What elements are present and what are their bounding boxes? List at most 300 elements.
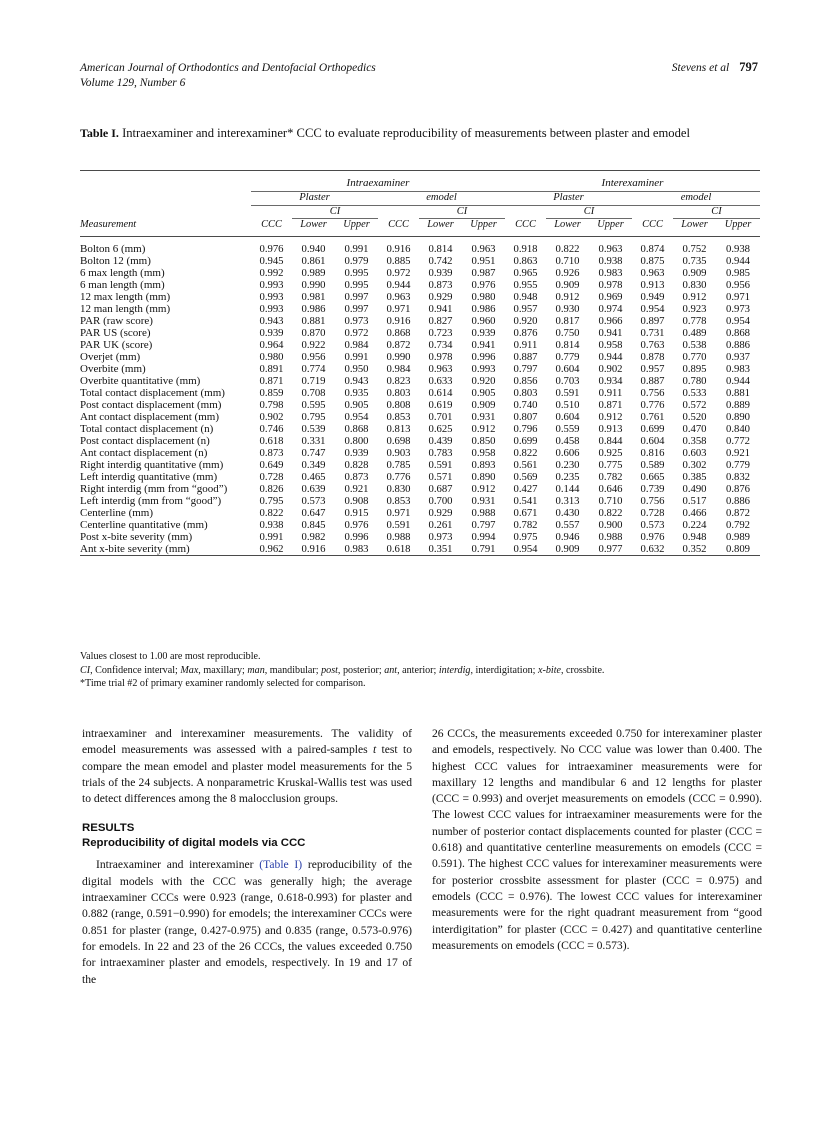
cell-value: 0.703 [555,375,580,387]
measurement-label: 12 max length (mm) [80,291,171,303]
cell-value: 0.897 [640,315,665,327]
subheader-inter-emodel: emodel [632,192,760,206]
cell-value: 0.921 [725,447,751,459]
cell-value: 0.948 [513,291,538,303]
authors-running: Stevens et al [671,62,730,74]
cell-value: 0.979 [344,255,369,267]
cell-value: 0.958 [598,339,623,351]
cell-value: 0.331 [301,435,326,447]
table-row [80,375,760,387]
cell-value: 0.823 [386,375,411,387]
cell-value: 0.978 [598,279,623,291]
cell-value: 0.957 [513,303,538,315]
cell-value: 0.710 [555,255,580,267]
cell-value: 0.803 [513,387,538,399]
column-header-row [80,219,760,234]
cell-value: 0.920 [471,375,496,387]
cell-value: 0.639 [301,483,326,495]
cell-value: 0.954 [344,411,369,423]
abbrev-term: man [247,664,265,676]
table-row [80,303,760,315]
abbrev-term: interdig [438,664,471,676]
cell-value: 0.995 [344,279,369,291]
cell-value: 0.742 [428,255,453,267]
cell-value: 0.939 [259,327,284,339]
cell-value: 0.996 [471,351,496,363]
cell-value: 0.756 [640,495,665,507]
measurement-label: Post x-bite severity (mm) [80,531,193,543]
cell-value: 0.887 [513,351,538,363]
cell-value: 0.972 [386,267,411,279]
cell-value: 0.868 [386,327,411,339]
cell-value: 0.889 [725,399,751,411]
cell-value: 0.991 [344,243,369,255]
cell-value: 0.571 [428,471,453,483]
cell-value: 0.351 [428,543,453,555]
cell-value: 0.863 [513,255,538,267]
cell-value: 0.944 [725,255,751,267]
cell-value: 0.792 [725,519,751,531]
cell-value: 0.797 [513,363,538,375]
measurement-label: Post contact displacement (n) [80,435,210,447]
cell-value: 0.701 [428,411,453,423]
cell-value: 0.912 [471,423,496,435]
cell-value: 0.978 [428,351,453,363]
cell-value: 0.735 [682,255,707,267]
measurement-label: PAR UK (score) [80,339,153,351]
cell-value: 0.987 [471,267,496,279]
cell-value: 0.850 [471,435,496,447]
cell-value: 0.965 [513,267,538,279]
cell-value: 0.770 [682,351,707,363]
cell-value: 0.981 [301,291,326,303]
cell-value: 0.909 [555,279,580,291]
methods-italic-t: t [372,743,377,757]
cell-value: 0.591 [386,519,411,531]
cell-value: 0.975 [513,531,538,543]
cell-value: 0.937 [725,351,751,363]
cell-value: 0.647 [301,507,326,519]
cell-value: 0.261 [428,519,453,531]
cell-value: 0.956 [725,279,751,291]
cell-value: 0.943 [344,375,369,387]
cell-value: 0.719 [301,375,326,387]
cell-value: 0.470 [682,423,707,435]
cell-value: 0.761 [640,411,665,423]
ci-header-row [80,206,760,219]
table-row [80,507,760,519]
cell-value: 0.939 [344,447,369,459]
cell-value: 0.954 [725,315,751,327]
cell-value: 0.973 [344,315,369,327]
cell-value: 0.490 [682,483,707,495]
table-row [80,291,760,303]
cell-value: 0.980 [259,351,284,363]
cell-value: 0.939 [428,267,453,279]
cell-value: 0.619 [428,399,453,411]
cell-value: 0.911 [513,339,538,351]
cell-value: 0.984 [386,363,411,375]
cell-value: 0.699 [513,435,538,447]
table-row [80,363,760,375]
cell-value: 0.840 [725,423,751,435]
cell-value: 0.916 [386,243,411,255]
table-row [80,279,760,291]
paragraph-methods [82,726,412,807]
cell-value: 0.604 [640,435,665,447]
section-heading-results: RESULTS [82,822,135,835]
cell-value: 0.728 [640,507,665,519]
cell-value: 0.990 [386,351,411,363]
cell-value: 0.796 [513,423,538,435]
cell-value: 0.980 [471,291,496,303]
cell-value: 0.861 [301,255,326,267]
cell-value: 0.739 [640,483,665,495]
abbrev-term: Max [180,664,199,676]
footnote-abbreviations [80,664,760,678]
volume-issue: Volume 129, Number 6 [80,77,186,89]
cell-value: 0.776 [386,471,411,483]
cell-value: 0.912 [598,411,623,423]
cell-value: 0.915 [344,507,369,519]
table-row [80,399,760,411]
measurement-label: 12 man length (mm) [80,303,171,315]
cell-value: 0.144 [555,483,580,495]
cell-value: 0.974 [598,303,623,315]
cell-value: 0.632 [640,543,665,555]
column-header-ccc-3: CCC [515,219,536,230]
table-row [80,483,760,495]
cell-value: 0.886 [725,495,751,507]
subheader-intra-emodel: emodel [378,192,505,206]
cell-value: 0.591 [428,459,453,471]
cell-value: 0.890 [471,471,496,483]
cell-value: 0.976 [259,243,284,255]
cell-value: 0.969 [598,291,623,303]
cell-value: 0.782 [513,519,538,531]
measurement-label: Overbite (mm) [80,363,146,375]
reproducibility-text-a: Intraexaminer and interexaminer [96,858,260,872]
cell-value: 0.971 [386,303,411,315]
cell-value: 0.747 [301,447,326,459]
cell-value: 0.943 [259,315,284,327]
cell-value: 0.955 [513,279,538,291]
cell-value: 0.723 [428,327,453,339]
cell-value: 0.779 [725,459,751,471]
table-row [80,327,760,339]
measurement-label: Centerline (mm) [80,507,154,519]
cell-value: 0.845 [301,519,326,531]
cell-value: 0.938 [259,519,284,531]
cell-value: 0.930 [555,303,580,315]
cell-value: 0.964 [259,339,284,351]
cell-value: 0.881 [725,387,751,399]
cell-value: 0.778 [682,315,707,327]
body-column-right [432,726,762,954]
cell-value: 0.944 [598,351,623,363]
cell-value: 0.803 [386,387,411,399]
cell-value: 0.940 [301,243,326,255]
cell-value: 0.844 [598,435,623,447]
cell-value: 0.956 [301,351,326,363]
cell-value: 0.909 [471,399,496,411]
body-column-left [82,726,412,988]
cell-value: 0.988 [386,531,411,543]
cell-value: 0.533 [682,387,707,399]
footnote-values: Values closest to 1.00 are most reproducible. [80,651,261,662]
cell-value: 0.785 [386,459,411,471]
cell-value: 0.958 [471,447,496,459]
cell-value: 0.938 [725,243,751,255]
cell-value: 0.822 [513,447,538,459]
table-row [80,351,760,363]
cell-value: 0.923 [682,303,707,315]
cell-value: 0.775 [598,459,623,471]
cell-value: 0.800 [344,435,369,447]
cell-value: 0.430 [555,507,580,519]
table-row [80,243,760,255]
cell-value: 0.986 [301,303,326,315]
column-header-upper-1: Upper [343,219,370,230]
table-cross-reference-link[interactable]: (Table I) [259,858,303,872]
methods-text-a: intraexaminer and interexaminer measurements. The validity of emodel measurements was assessed with a paired-samples [82,727,412,757]
table-label: Table I. [80,126,119,140]
cell-value: 0.944 [386,279,411,291]
cell-value: 0.890 [725,411,751,423]
measurement-label: Overjet (mm) [80,351,141,363]
table-container [80,167,760,559]
abbrev-definition: , interdigitation; [470,664,539,676]
column-header-lower-1: Lower [300,219,327,230]
cell-value: 0.916 [301,543,326,555]
cell-value: 0.911 [598,387,623,399]
cell-value: 0.982 [301,531,326,543]
table-row [80,471,760,483]
cell-value: 0.816 [640,447,665,459]
cell-value: 0.902 [598,363,623,375]
cell-value: 0.921 [344,483,369,495]
cell-value: 0.946 [555,531,580,543]
measurement-label: PAR US (score) [80,327,151,339]
measurement-label: Ant contact displacement (mm) [80,411,219,423]
cell-value: 0.700 [428,495,453,507]
cell-value: 0.963 [598,243,623,255]
subgroup-header-row [80,192,760,206]
cell-value: 0.872 [725,507,751,519]
paragraph-ccc-values: 26 CCCs, the measurements exceeded 0.750 for interexaminer plaster and emodels, respectively. No CCC value was lower than 0.400. The highest CCC values for intraexaminer measurements were for maxillary 12 lengths and mandibular 6 and 12 lengths for plaster (CCC = 0.993) and overjet measurements on emodels (CCC = 0.990). The lowest CCC values for intraexaminer measurements were for the number of posterior contact displacements counted for plaster (CCC = 0.618) and quantitative centerline measurements on emodels (CCC = 0.591). The highest CCC values for interexaminer measurements were for posterior crossbite assessment for plaster (CCC = 0.975) and emodels (CCC = 0.976). The lowest CCC values for interexaminer measurements were for the right quadrant measurement from “good interdigitation” for plaster (CCC = 0.427) and quantitative centerline measurements on emodels (CCC = 0.573). [432,727,762,952]
table-row [80,387,760,399]
subheader-inter-plaster: Plaster [505,192,632,206]
cell-value: 0.873 [259,447,284,459]
cell-value: 0.604 [555,411,580,423]
abbrev-definition: , posterior; [337,664,385,676]
cell-value: 0.954 [640,303,665,315]
cell-value: 0.868 [725,327,751,339]
abbrev-term: post [321,664,338,676]
cell-value: 0.909 [682,267,707,279]
ccc-table [80,167,760,559]
abbrev-definition: , mandibular; [264,664,322,676]
cell-value: 0.795 [301,411,326,423]
cell-value: 0.992 [259,267,284,279]
cell-value: 0.929 [428,291,453,303]
measurement-label: 6 max length (mm) [80,267,165,279]
cell-value: 0.997 [344,303,369,315]
cell-value: 0.886 [725,339,751,351]
cell-value: 0.977 [598,543,623,555]
measurement-label: Left interdig (mm from “good”) [80,495,222,507]
cell-value: 0.776 [640,399,665,411]
cell-value: 0.822 [259,507,284,519]
group-header-row [80,177,760,192]
cell-value: 0.783 [428,447,453,459]
cell-value: 0.993 [259,279,284,291]
cell-value: 0.817 [555,315,580,327]
table-row [80,411,760,423]
cell-value: 0.618 [259,435,284,447]
cell-value: 0.822 [555,243,580,255]
cell-value: 0.995 [344,267,369,279]
cell-value: 0.774 [301,363,326,375]
column-header-upper-3: Upper [597,219,624,230]
cell-value: 0.358 [682,435,707,447]
cell-value: 0.671 [513,507,538,519]
cell-value: 0.734 [428,339,453,351]
cell-value: 0.986 [471,303,496,315]
cell-value: 0.925 [598,447,623,459]
cell-value: 0.813 [386,423,411,435]
cell-value: 0.962 [259,543,284,555]
cell-value: 0.604 [555,363,580,375]
cell-value: 0.983 [598,267,623,279]
cell-value: 0.989 [301,267,326,279]
column-header-ccc-4: CCC [642,219,663,230]
abbrev-definition: , maxillary; [198,664,248,676]
cell-value: 0.235 [555,471,580,483]
subheader-intra-plaster: Plaster [251,192,378,206]
cell-value: 0.349 [301,459,326,471]
table-footnotes [80,650,760,691]
cell-value: 0.808 [386,399,411,411]
cell-value: 0.944 [725,375,751,387]
cell-value: 0.963 [428,363,453,375]
cell-value: 0.302 [682,459,707,471]
table-row [80,267,760,279]
cell-value: 0.931 [471,495,496,507]
cell-value: 0.665 [640,471,665,483]
group-header-interexaminer: Interexaminer [505,177,760,192]
cell-value: 0.983 [344,543,369,555]
cell-value: 0.569 [513,471,538,483]
measurement-label: Right interdig (mm from “good”) [80,483,228,495]
cell-value: 0.966 [598,315,623,327]
column-header-lower-3: Lower [554,219,581,230]
paragraph-reproducibility [82,857,412,987]
cell-value: 0.971 [386,507,411,519]
cell-value: 0.633 [428,375,453,387]
cell-value: 0.876 [725,483,751,495]
reproducibility-text-b: reproducibility of the digital models with the CCC was generally high; the average intraexaminer CCCs were 0.923 (range, 0.618-0.993) for plaster and 0.882 (range, 0.591−0.990) for emodels; the interexaminer CCCs were 0.851 for plaster (range, 0.427-0.975) and 0.835 (range, 0.573-0.976) for emodels. In 22 and 23 of the 26 CCCs, the values exceeded 0.750 for intraexaminer plaster and emodels, respectively. In 19 and 17 of the [82,858,412,986]
cell-value: 0.954 [513,543,538,555]
cell-value: 0.710 [598,495,623,507]
column-header-lower-4: Lower [681,219,708,230]
cell-value: 0.541 [513,495,538,507]
cell-value: 0.517 [682,495,707,507]
cell-value: 0.687 [428,483,453,495]
running-head [80,60,758,91]
cell-value: 0.782 [598,471,623,483]
abbrev-term: ant [384,664,398,676]
cell-value: 0.807 [513,411,538,423]
column-header-upper-2: Upper [470,219,497,230]
cell-value: 0.895 [682,363,707,375]
ci-header-3: CI [546,206,632,219]
cell-value: 0.649 [259,459,284,471]
cell-value: 0.887 [640,375,665,387]
cell-value: 0.798 [259,399,284,411]
cell-value: 0.557 [555,519,580,531]
cell-value: 0.984 [344,339,369,351]
cell-value: 0.926 [555,267,580,279]
abbrev-term: x-bite [538,664,561,676]
cell-value: 0.856 [513,375,538,387]
cell-value: 0.951 [471,255,496,267]
cell-value: 0.740 [513,399,538,411]
cell-value: 0.976 [471,279,496,291]
table-bottom-rule [80,556,760,560]
measurement-label: Bolton 6 (mm) [80,243,146,255]
cell-value: 0.929 [428,507,453,519]
table-row [80,255,760,267]
measurement-label: Total contact displacement (n) [80,423,214,435]
cell-value: 0.830 [386,483,411,495]
table-row [80,423,760,435]
ci-header-1: CI [292,206,378,219]
cell-value: 0.822 [598,507,623,519]
abbrev-term: CI [80,664,91,676]
cell-value: 0.993 [259,303,284,315]
cell-value: 0.991 [259,531,284,543]
cell-value: 0.589 [640,459,665,471]
cell-value: 0.874 [640,243,665,255]
table-row [80,315,760,327]
cell-value: 0.939 [471,327,496,339]
cell-value: 0.960 [471,315,496,327]
cell-value: 0.520 [682,411,707,423]
cell-value: 0.466 [682,507,707,519]
measurement-label: Centerline quantitative (mm) [80,519,208,531]
cell-value: 0.989 [725,531,751,543]
column-header-upper-4: Upper [724,219,752,230]
cell-value: 0.920 [513,315,538,327]
cell-value: 0.922 [301,339,326,351]
cell-value: 0.731 [640,327,665,339]
cell-value: 0.908 [344,495,369,507]
table-row [80,447,760,459]
column-header-ccc-1: CCC [261,219,282,230]
cell-value: 0.912 [682,291,707,303]
cell-value: 0.976 [640,531,665,543]
cell-value: 0.853 [386,495,411,507]
cell-value: 0.795 [259,495,284,507]
measurement-label: Ant x-bite severity (mm) [80,543,190,555]
cell-value: 0.224 [682,519,707,531]
cell-value: 0.997 [344,291,369,303]
cell-value: 0.931 [471,411,496,423]
measurement-label: Ant contact displacement (n) [80,447,208,459]
cell-value: 0.938 [598,255,623,267]
cell-value: 0.976 [344,519,369,531]
